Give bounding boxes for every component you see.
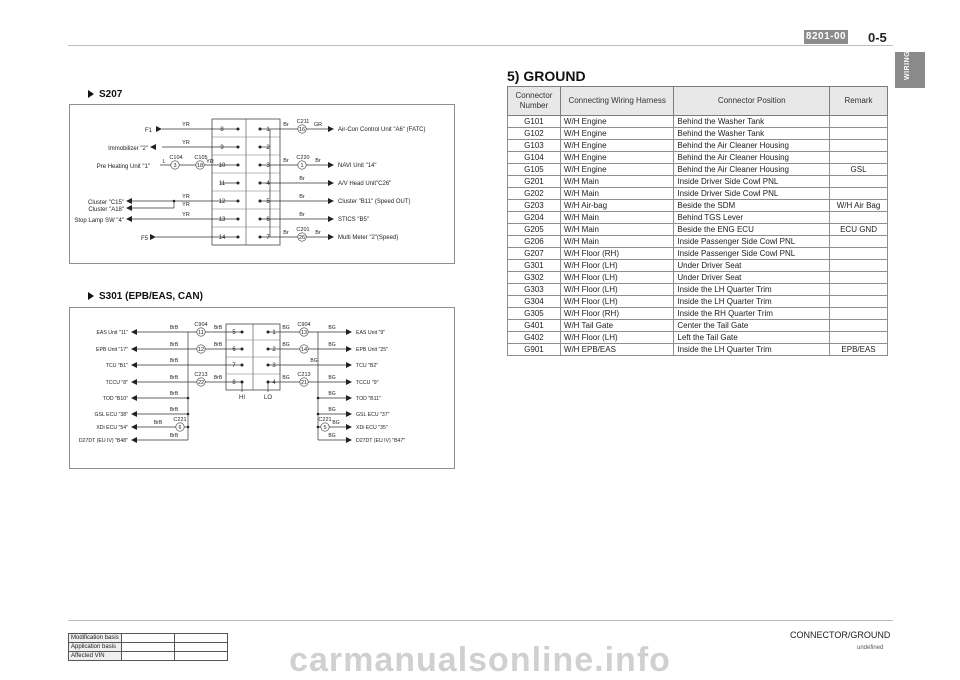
ground-wiring-harness: W/H Tail Gate: [560, 320, 673, 332]
ground-remark: [830, 272, 888, 284]
s301-pin-right: 4: [272, 380, 276, 386]
s207-pin-right: 4: [266, 181, 270, 187]
s207-right-wire: Br: [315, 158, 321, 164]
s301-wire-color: BrB: [169, 375, 179, 381]
ground-connector-number: G101: [508, 116, 561, 128]
s301-left-conn-pin: 22: [197, 380, 205, 386]
s301-right-label: TOD "B11": [356, 396, 381, 402]
ground-connector-number: G401: [508, 320, 561, 332]
triangle-bullet-icon: [88, 292, 94, 300]
ground-connector-number: G204: [508, 212, 561, 224]
s207-wire-color: L: [162, 159, 166, 165]
ground-connector-position: Inside Passenger Side Cowl PNL: [674, 236, 830, 248]
table-row: [508, 308, 888, 320]
s207-left-label: Pre Heating Unit "1": [96, 164, 150, 170]
s207-right-wire: Br: [283, 158, 289, 164]
s301-left-conn-pin: 12: [197, 347, 205, 353]
s301-hi-label: HI: [239, 395, 245, 401]
table-row: [508, 164, 888, 176]
table-row: [508, 344, 888, 356]
ground-wiring-harness: W/H Engine: [560, 140, 673, 152]
watermark: carmanualsonline.info: [289, 641, 671, 679]
ground-connector-number: G205: [508, 224, 561, 236]
s301-left-label: EAS Unit "11": [96, 330, 128, 336]
s301-pin-left: 8: [232, 380, 236, 386]
ground-connector-number: G206: [508, 236, 561, 248]
application-basis-label: Application basis: [69, 643, 122, 652]
s207-right-wire: GR: [313, 122, 323, 128]
s301-mid-wire: BrB: [213, 325, 223, 331]
s301-right-label: EPB Unit "25": [356, 347, 388, 353]
ground-wiring-harness: W/H Main: [560, 212, 673, 224]
ground-table: [507, 86, 888, 356]
ground-remark: [830, 284, 888, 296]
s207-left-label: F5: [140, 236, 148, 242]
s207-right-label: A/V Head Unit"C26": [338, 181, 392, 187]
s301-right-wire: BG: [328, 391, 336, 397]
ground-remark: [830, 152, 888, 164]
table-row: [508, 140, 888, 152]
ground-connector-position: Behind the Washer Tank: [674, 116, 830, 128]
s207-right-conn-pin: 26: [298, 235, 306, 241]
ground-remark: [830, 212, 888, 224]
ground-connector-position: Behind TGS Lever: [674, 212, 830, 224]
s301-pin-right: 3: [272, 363, 276, 369]
s301-diagram: [69, 307, 455, 469]
s301-lo-label: LO: [263, 395, 273, 401]
ground-connector-number: G104: [508, 152, 561, 164]
s207-pin-left: 13: [218, 217, 226, 223]
ground-connector-position: Inside the RH Quarter Trim: [674, 308, 830, 320]
s301-right-wire: BG: [328, 407, 336, 413]
ground-connector-position: Left the Tail Gate: [674, 332, 830, 344]
s207-wire-color: YR: [182, 194, 190, 200]
s301-right-conn: C221: [318, 417, 332, 423]
s207-wire-color: YR: [182, 122, 190, 128]
table-row: [508, 224, 888, 236]
footer-rule: [68, 620, 893, 621]
ground-connector-position: Under Driver Seat: [674, 272, 830, 284]
s207-pin-left: 10: [218, 163, 226, 169]
s301-wire-color: BrB: [153, 420, 163, 426]
ground-remark: EPB/EAS: [830, 344, 888, 356]
s207-wire-color: YR: [182, 212, 190, 218]
ground-remark: [830, 140, 888, 152]
s301-right-label: D27DT (EU IV) "B47": [356, 438, 406, 444]
wiring-side-tab[interactable]: [895, 52, 925, 88]
s207-left-label: Cluster "C15": [88, 200, 124, 206]
section-code-badge: 8201-00: [805, 31, 847, 42]
s301-right-conn-pin: 5: [323, 425, 327, 431]
ground-wiring-harness: W/H Main: [560, 176, 673, 188]
table-row: [508, 188, 888, 200]
s301-left-conn-pin: 6: [178, 425, 182, 431]
s207-right-label: STICS "B5": [338, 217, 369, 223]
s301-wire-color: BrB: [169, 358, 179, 364]
ground-connector-number: G305: [508, 308, 561, 320]
s207-pin-left: 9: [220, 145, 224, 151]
s301-pin-left: 5: [232, 330, 236, 336]
s207-right-conn-pin: 16: [298, 127, 306, 133]
s207-pin-left: 8: [220, 127, 224, 133]
col-connector-position: Connector Position: [674, 87, 830, 116]
s207-diagram-svg: [70, 105, 454, 263]
ground-table-body: [508, 116, 888, 356]
ground-table-header: [508, 87, 888, 116]
ground-remark: ECU GND: [830, 224, 888, 236]
table-row: [508, 332, 888, 344]
s207-c105-pin: 18: [196, 163, 204, 169]
ground-wiring-harness: W/H Main: [560, 236, 673, 248]
s207-left-label: Stop Lamp SW "4": [74, 218, 124, 224]
table-row: [508, 200, 888, 212]
s301-wire-color: BrB: [169, 407, 179, 413]
s207-right-wire: Br: [299, 194, 305, 200]
header-rule: [68, 45, 893, 46]
table-row: [508, 272, 888, 284]
s301-pin-right: 1: [272, 330, 276, 336]
s301-right-label: GSL ECU "37": [356, 412, 390, 418]
s207-wire-color: YR: [206, 159, 214, 165]
ground-connector-position: Under Driver Seat: [674, 260, 830, 272]
ground-connector-position: Inside the LH Quarter Trim: [674, 344, 830, 356]
col-remark: Remark: [830, 87, 888, 116]
s301-wire-color: BrB: [169, 325, 179, 331]
table-row: [508, 152, 888, 164]
ground-wiring-harness: W/H Engine: [560, 152, 673, 164]
s207-pin-left: 12: [218, 199, 226, 205]
ground-connector-number: G103: [508, 140, 561, 152]
wiring-tab-label: WIRING: [904, 50, 911, 80]
s301-right-wire: BG: [328, 375, 336, 381]
footer-subtext: undefined: [857, 645, 884, 651]
ground-remark: [830, 320, 888, 332]
ground-connector-number: G402: [508, 332, 561, 344]
s207-conn-c105: C105: [194, 155, 208, 161]
ground-connector-position: Beside the ENG ECU: [674, 224, 830, 236]
ground-connector-number: G302: [508, 272, 561, 284]
ground-connector-number: G202: [508, 188, 561, 200]
ground-connector-number: G303: [508, 284, 561, 296]
table-row: [508, 248, 888, 260]
s207-pin-left: 14: [218, 235, 226, 241]
s301-pin-left: 7: [232, 363, 236, 369]
ground-wiring-harness: W/H Floor (LH): [560, 296, 673, 308]
s207-wire-color: YR: [182, 202, 190, 208]
table-row: [508, 116, 888, 128]
s301-right-wire: BG: [310, 358, 318, 364]
ground-wiring-harness: W/H Engine: [560, 128, 673, 140]
ground-remark: [830, 296, 888, 308]
s301-right-label: EAS Unit "9": [356, 330, 386, 336]
ground-remark: [830, 236, 888, 248]
s301-right-conn-pin: 14: [300, 347, 308, 353]
s301-wire-color: BrB: [169, 391, 179, 397]
s207-right-conn: C220: [296, 155, 310, 161]
s301-pin-right: 2: [272, 347, 276, 353]
ground-remark: [830, 188, 888, 200]
ground-connector-position: Behind the Air Cleaner Housing: [674, 140, 830, 152]
ground-connector-number: G304: [508, 296, 561, 308]
table-row: [508, 128, 888, 140]
ground-connector-position: Center the Tail Gate: [674, 320, 830, 332]
ground-wiring-harness: W/H Engine: [560, 116, 673, 128]
s301-right-conn: C213: [297, 372, 311, 378]
table-row: [508, 212, 888, 224]
s301-left-conn: C213: [194, 372, 208, 378]
s207-right-wire: Br: [299, 176, 305, 182]
ground-wiring-harness: W/H Floor (LH): [560, 272, 673, 284]
modification-basis-label: Modification basis: [69, 634, 122, 643]
ground-remark: W/H Air Bag: [830, 200, 888, 212]
ground-remark: [830, 116, 888, 128]
s301-heading: S301 (EPB/EAS, CAN): [88, 291, 203, 302]
s207-pin-right: 3: [266, 163, 270, 169]
s207-right-conn: C211: [296, 119, 310, 125]
ground-remark: [830, 176, 888, 188]
s207-pin-right: 1: [266, 127, 270, 133]
s301-left-label: D27DT (EU IV) "B48": [78, 438, 128, 444]
s301-right-wire: BG: [328, 325, 336, 331]
s207-right-wire: Br: [315, 230, 321, 236]
table-row: [508, 236, 888, 248]
s207-wire-color: YR: [182, 140, 190, 146]
table-row: [508, 320, 888, 332]
s301-left-conn-pin: 11: [198, 330, 204, 336]
affected-vin-label: Affected VIN: [69, 652, 122, 661]
s301-diagram-svg: [70, 308, 454, 468]
s301-right-label: TCCU "9": [356, 380, 379, 386]
s207-pin-right: 5: [266, 199, 270, 205]
ground-connector-position: Behind the Washer Tank: [674, 128, 830, 140]
ground-remark: [830, 260, 888, 272]
s207-right-wire: Br: [283, 230, 289, 236]
ground-connector-position: Inside the LH Quarter Trim: [674, 296, 830, 308]
s301-right-wire: BG: [328, 342, 336, 348]
ground-remark: [830, 248, 888, 260]
s301-mid-right-wire: BG: [282, 375, 290, 381]
table-row: [508, 176, 888, 188]
ground-connector-position: Inside Driver Side Cowl PNL: [674, 176, 830, 188]
s207-pin-right: 7: [266, 235, 270, 241]
s301-mid-right-wire: BG: [282, 325, 290, 331]
ground-connector-position: Inside Passenger Side Cowl PNL: [674, 248, 830, 260]
s301-pin-left: 6: [232, 347, 236, 353]
s207-right-wire: Br: [283, 122, 289, 128]
s207-right-wire: Br: [299, 212, 305, 218]
s207-left-label: Cluster "A18": [88, 207, 124, 213]
table-row: [508, 296, 888, 308]
s207-left-label: F1: [144, 128, 152, 134]
s301-right-label: TCU "B2": [356, 363, 379, 369]
ground-wiring-harness: W/H Floor (RH): [560, 248, 673, 260]
ground-connector-number: G301: [508, 260, 561, 272]
s207-right-label: Cluster "B11" (Speed OUT): [338, 199, 411, 205]
s207-right-label: Air-Con Control Unit "A6" (FATC): [338, 127, 426, 133]
col-connector-number: Connector Number: [508, 87, 561, 116]
s301-left-label: EPB Unit "17": [96, 347, 128, 353]
ground-remark: GSL: [830, 164, 888, 176]
s301-mid-right-wire: BG: [282, 342, 290, 348]
col-wiring-harness: Connecting Wiring Harness: [560, 87, 673, 116]
s301-left-label: XDi ECU "54": [96, 425, 128, 431]
ground-connector-number: G201: [508, 176, 561, 188]
ground-connector-number: G203: [508, 200, 561, 212]
ground-connector-position: Inside Driver Side Cowl PNL: [674, 188, 830, 200]
s301-left-label: TCU "B1": [105, 363, 128, 369]
ground-wiring-harness: W/H Floor (LH): [560, 332, 673, 344]
s301-right-conn-pin: 21: [300, 380, 308, 386]
table-row: [508, 284, 888, 296]
s301-left-label: TOD "B10": [102, 396, 128, 402]
s207-left-label: Immobilizer "2": [108, 146, 148, 152]
s207-right-conn: C201: [296, 227, 310, 233]
ground-connector-position: Inside the LH Quarter Trim: [674, 284, 830, 296]
ground-wiring-harness: W/H Floor (LH): [560, 260, 673, 272]
ground-connector-position: Behind the Air Cleaner Housing: [674, 164, 830, 176]
s207-right-conn-pin: 1: [300, 163, 304, 169]
s301-left-label: GSL ECU "38": [94, 412, 128, 418]
ground-remark: [830, 332, 888, 344]
ground-connector-number: G207: [508, 248, 561, 260]
s207-pin-right: 6: [266, 217, 270, 223]
s207-pin-right: 2: [266, 145, 270, 151]
ground-wiring-harness: W/H Floor (LH): [560, 284, 673, 296]
s301-right-label: XDi ECU "35": [356, 425, 388, 431]
s301-wire-color: BrB: [169, 342, 179, 348]
s301-left-conn: C904: [194, 322, 208, 328]
s301-right-conn: C904: [297, 322, 311, 328]
ground-wiring-harness: W/H Engine: [560, 164, 673, 176]
ground-remark: [830, 308, 888, 320]
ground-wiring-harness: W/H Floor (RH): [560, 308, 673, 320]
s301-right-wire: BG: [332, 420, 340, 426]
footer-title: CONNECTOR/GROUND: [790, 630, 891, 640]
s301-mid-wire: BrB: [213, 342, 223, 348]
ground-section-title: 5) GROUND: [507, 68, 586, 84]
s301-mid-wire: BrB: [213, 375, 223, 381]
table-row: [508, 260, 888, 272]
s301-right-wire: BG: [328, 433, 336, 439]
ground-connector-number: G102: [508, 128, 561, 140]
ground-connector-number: G901: [508, 344, 561, 356]
page-number: 0-5: [868, 30, 887, 45]
s301-left-label: TCCU "8": [105, 380, 128, 386]
ground-wiring-harness: W/H EPB/EAS: [560, 344, 673, 356]
s207-diagram: [69, 104, 455, 264]
s301-wire-color: BrB: [169, 433, 179, 439]
ground-remark: [830, 128, 888, 140]
s207-heading: S207: [88, 89, 122, 100]
s207-pin-left: 11: [218, 181, 226, 187]
ground-wiring-harness: W/H Main: [560, 224, 673, 236]
ground-wiring-harness: W/H Air-bag: [560, 200, 673, 212]
ground-wiring-harness: W/H Main: [560, 188, 673, 200]
ground-connector-position: Behind the Air Cleaner Housing: [674, 152, 830, 164]
ground-connector-number: G105: [508, 164, 561, 176]
s207-conn-c104: C104: [169, 155, 183, 161]
triangle-bullet-icon: [88, 90, 94, 98]
ground-connector-position: Beside the SDM: [674, 200, 830, 212]
s301-left-conn: C221: [173, 417, 187, 423]
s207-c104-pin: 3: [173, 163, 177, 169]
s301-right-conn-pin: 13: [300, 330, 308, 336]
s207-right-label: NAVI Unit "14": [338, 163, 377, 169]
s207-right-label: Multi Meter "2"(Speed): [338, 235, 399, 241]
